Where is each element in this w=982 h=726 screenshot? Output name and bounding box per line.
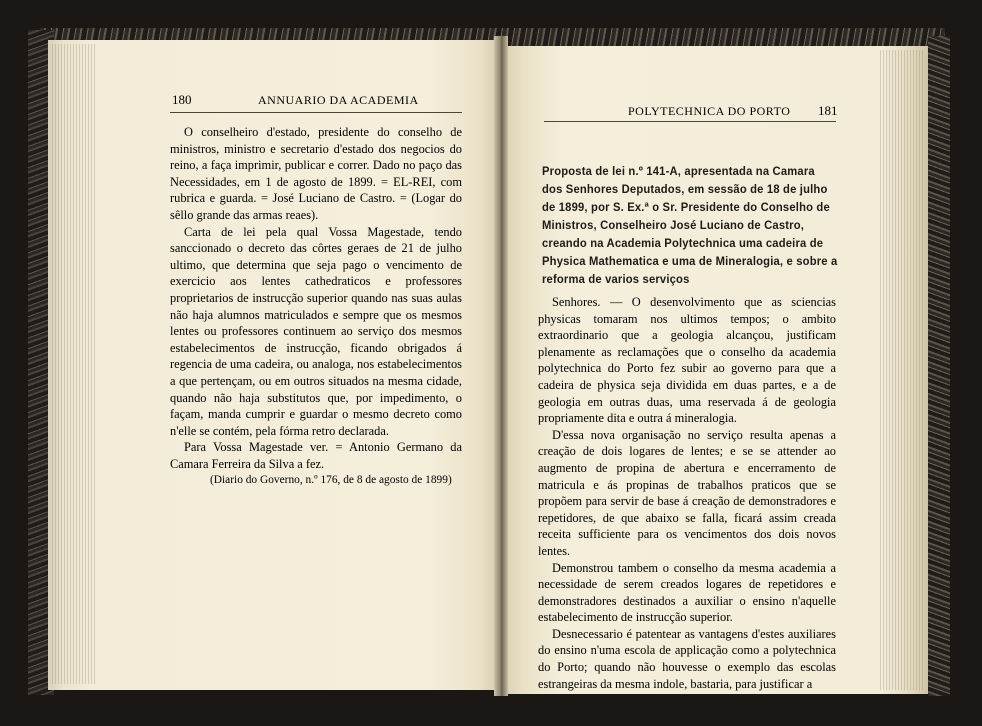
document-title: Proposta de lei n.º 141-A, apresentada na Camara dos Senhores Deputados, em sessão de 18 de julho de 1899, por S. Ex.ª o Sr. Presidente do Conselho de Ministros, Conselheiro José Luciano de Castro, creando na Academia Polytechnica uma cadeira de Physica Mathematica e uma de Mineralogia, e sobre a reforma de varios serviços xyxy=(542,164,838,286)
right-page-edges xyxy=(880,50,924,690)
left-running-header: ANNUARIO DA ACADEMIA xyxy=(258,93,419,107)
left-header-rule xyxy=(170,112,462,113)
right-running-header: POLYTECHNICA DO PORTO xyxy=(628,104,791,118)
right-paragraph-4: Desnecessario é patentear as vantagens d'estes auxiliares do ensino n'uma escola de applicação como a polytechnica do Porto; quando não houvesse o exemplo das escolas estrangeiras da mesma indole, bastaria, para justificar a xyxy=(538,626,836,691)
left-paragraph-1: O conselheiro d'estado, presidente do conselho de ministros, ministro e secretario d'estado dos negocios do reino, a faça imprimir, publicar e correr. Dado no paço das Necessidades, em 1 de agosto de 1899. = EL-REI, com rubrica e guarda. = José Luciano de Castro. = (Logar do sêllo grande das armas reaes). xyxy=(170,125,462,222)
left-paragraph-3: Para Vossa Magestade ver. = Antonio Germano da Camara Ferreira da Silva a fez. xyxy=(170,440,462,471)
book-gutter xyxy=(494,36,508,696)
book-cover-right xyxy=(928,36,950,696)
right-header-rule xyxy=(544,121,836,122)
right-paragraph-2: D'essa nova organisação no serviço resulta apenas a creação de dois logares de lentes; e se se attender ao augmento de propina de abertura e encerramento de matricula e ás propinas de trabalhos praticos que se propõem para servir de base á creação de demonstradores e repetidores, de que abaixo se falla, ficará assim creada receita sufficiente para os vencimentos dos dois novos lentes. xyxy=(538,427,836,558)
right-paragraph-3: Demonstrou tambem o conselho da mesma academia a necessidade de serem creados logares de repetidores e demonstradores destinados a auxiliar o ensino n'aquelle estabelecimento de instrucção superior. xyxy=(538,560,836,625)
left-page-edges xyxy=(52,44,96,684)
left-page-number: 180 xyxy=(172,92,192,107)
right-page-number: 181 xyxy=(818,103,838,118)
left-source-caption: (Diario do Governo, n.º 176, de 8 de agosto de 1899) xyxy=(210,474,452,487)
right-paragraph-1: Senhores. — O desenvolvimento que as sciencias physicas tomaram nos ultimos tempos; o ambito extraordinario que a geologia alcançou, justificam plenamente as reclamações que o conselho da academia polytechnica do Porto fez subir ao governo para que a cadeira de physica seja dividida em duas partes, e a de geologia em outras duas, uma reservada á de geologia propriamente dita e outra á mineralogia. xyxy=(538,295,836,426)
left-paragraph-2: Carta de lei pela qual Vossa Magestade, tendo sanccionado o decreto das côrtes geraes de 21 de julho ultimo, que determina que seja pago o vencimento de exercicio aos lentes cathedraticos e professores proprietarios de instrucção superior quando nas suas aulas não haja alumnos matriculados e sempre que os mesmos lentes ou professores continuem ao serviço dos mesmos estabelecimentos de instrucção, ficando obrigados á regencia de uma cadeira, ou analoga, nos estabelecimentos a que pertençam, ou em outros situados na mesma cidade, quando não haja substitutos que, por impedimento, o façam, manda cumprir e guardar o mesmo decreto como n'elle se contém, pela fórma retro declarada. xyxy=(170,224,462,438)
left-body-text xyxy=(170,124,462,489)
right-body-text xyxy=(538,294,836,692)
